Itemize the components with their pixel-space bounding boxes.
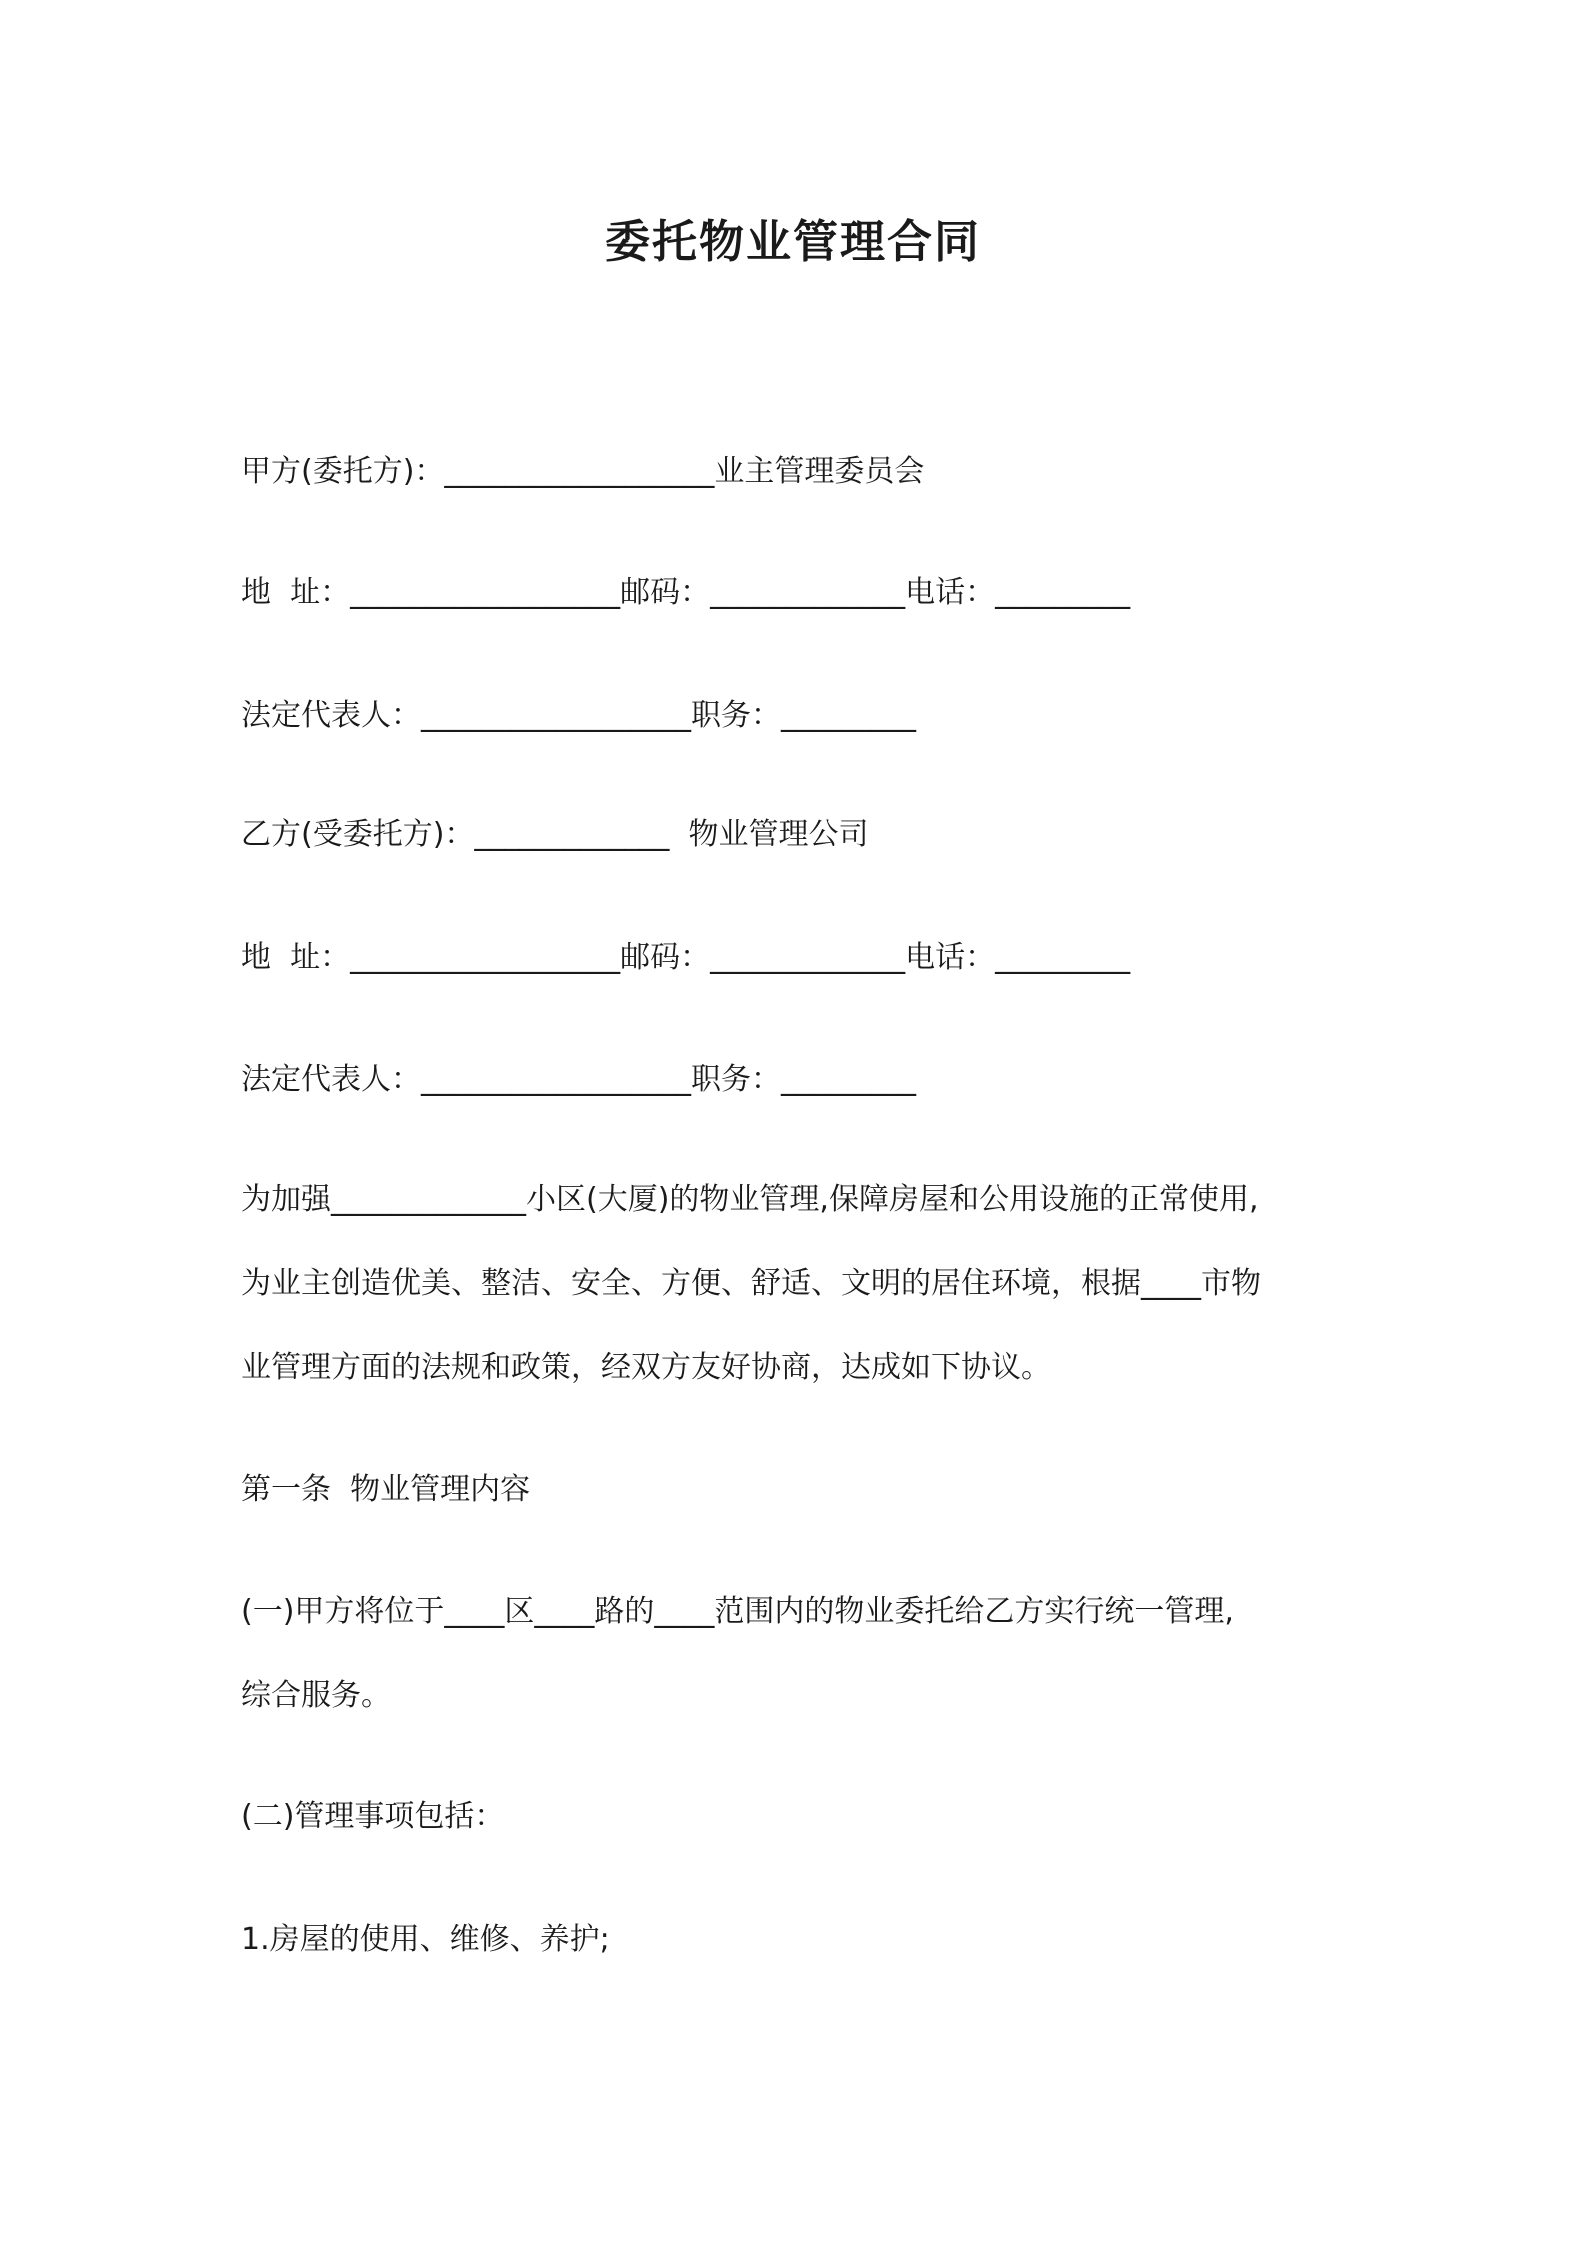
article-1-item-1-line-2: 综合服务。 — [241, 1678, 391, 1713]
preamble-line-1: 为加强_____________小区(大厦)的物业管理,保障房屋和公用设施的正常使用, — [241, 1182, 1259, 1217]
article-1-item-2: (二)管理事项包括： — [241, 1799, 505, 1834]
party-a-address-line: 地 址：__________________邮码：_____________电话：_________ — [241, 575, 1131, 610]
document-title: 委托物业管理合同 — [604, 215, 981, 268]
party-b-line: 乙方(受委托方)：_____________ 物业管理公司 — [241, 817, 869, 852]
article-1-sub-item-1: 1.房屋的使用、维修、养护; — [241, 1922, 610, 1957]
party-a-representative-line: 法定代表人：__________________职务：_________ — [241, 698, 916, 733]
preamble-line-3: 业管理方面的法规和政策，经双方友好协商，达成如下协议。 — [241, 1350, 1051, 1385]
preamble-line-2: 为业主创造优美、整洁、安全、方便、舒适、文明的居住环境，根据____市物 — [241, 1266, 1261, 1301]
article-1-item-1-line-1: (一)甲方将位于____区____路的____范围内的物业委托给乙方实行统一管理, — [241, 1594, 1234, 1629]
party-b-address-line: 地 址：__________________邮码：_____________电话：_________ — [241, 940, 1131, 975]
party-b-representative-line: 法定代表人：__________________职务：_________ — [241, 1062, 916, 1097]
party-a-line: 甲方(委托方)：__________________业主管理委员会 — [241, 454, 925, 489]
article-1-heading: 第一条 物业管理内容 — [241, 1472, 531, 1507]
